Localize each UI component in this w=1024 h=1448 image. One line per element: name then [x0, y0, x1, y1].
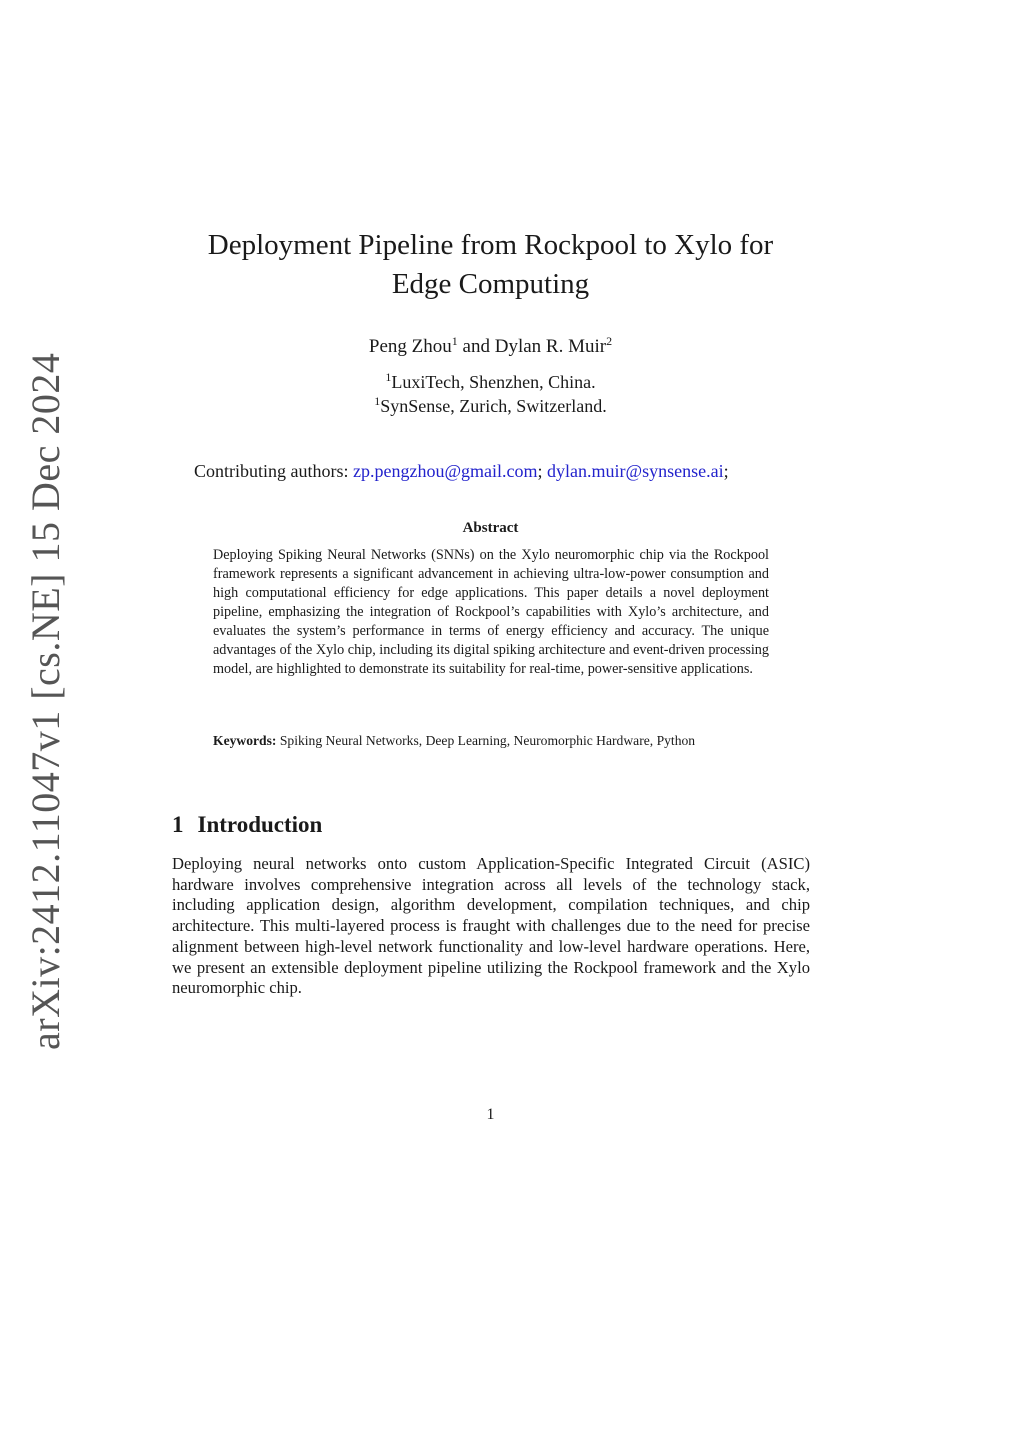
section-title: Introduction: [197, 812, 323, 837]
email-link[interactable]: zp.pengzhou@gmail.com: [353, 461, 538, 481]
keywords-text: Spiking Neural Networks, Deep Learning, Neuromorphic Hardware, Python: [276, 733, 696, 748]
abstract-heading: Abstract: [462, 520, 519, 536]
author-name: Dylan R. Muir: [494, 336, 607, 357]
affiliation-superscript: 1: [385, 370, 392, 384]
contributing-authors: [194, 459, 834, 483]
page-number: 1: [486, 1106, 495, 1123]
arxiv-side-stamp: arXiv:2412.11047v1 [cs.NE] 15 Dec 2024: [23, 352, 68, 1050]
email-separator: ;: [537, 461, 548, 481]
affiliations: [0, 370, 981, 418]
author-superscript: 2: [606, 334, 613, 348]
title-line-2: Edge Computing: [391, 268, 590, 300]
introduction-paragraph: Deploying neural networks onto custom Application-Specific Integrated Circuit (ASIC) hardware involves comprehensive integration across all levels of the technology stack, including application design, algorithm development, compilation techniques, and chip architecture. This multi-layered process is fraught with challenges due to the need for precise alignment between high-level network functionality and low-level hardware operations. Here, we present an extensible deployment pipeline utilizing the Rockpool framework and the Xylo neuromorphic chip.: [172, 854, 810, 998]
author-name: Peng Zhou: [368, 336, 452, 357]
author-list: [0, 334, 981, 360]
affiliation-line: [0, 370, 981, 394]
author-conjunction: and: [457, 336, 495, 357]
keywords: [213, 731, 793, 750]
author-superscript: 1: [451, 334, 458, 348]
affiliation-text: SynSense, Zurich, Switzerland.: [380, 396, 607, 416]
title-line-1: Deployment Pipeline from Rockpool to Xylo for: [207, 229, 774, 261]
contributing-label: Contributing authors:: [194, 461, 353, 481]
keywords-label: Keywords:: [213, 733, 277, 748]
affiliation-superscript: 1: [374, 394, 381, 408]
section-heading: [172, 810, 322, 840]
affiliation-line: [0, 394, 981, 418]
affiliation-text: LuxiTech, Shenzhen, China.: [391, 372, 596, 392]
email-terminator: ;: [723, 461, 729, 481]
email-link[interactable]: dylan.muir@synsense.ai: [547, 461, 724, 481]
section-number: 1: [172, 812, 184, 837]
abstract-text: Deploying Spiking Neural Networks (SNNs) on the Xylo neuromorphic chip via the Rockpool framework represents a significant advancement in achieving ultra-low-power consumption and high computational efficiency for edge applications. This paper details a novel deployment pipeline, emphasizing the integration of Rockpool’s capabilities with Xylo’s architecture, and evaluates the system’s performance in terms of energy efficiency and accuracy. The unique advantages of the Xylo chip, including its digital spiking architecture and event-driven processing model, are highlighted to demonstrate its suitability for real-time, power-sensitive applications.: [213, 547, 769, 677]
paper-title: [0, 226, 981, 304]
